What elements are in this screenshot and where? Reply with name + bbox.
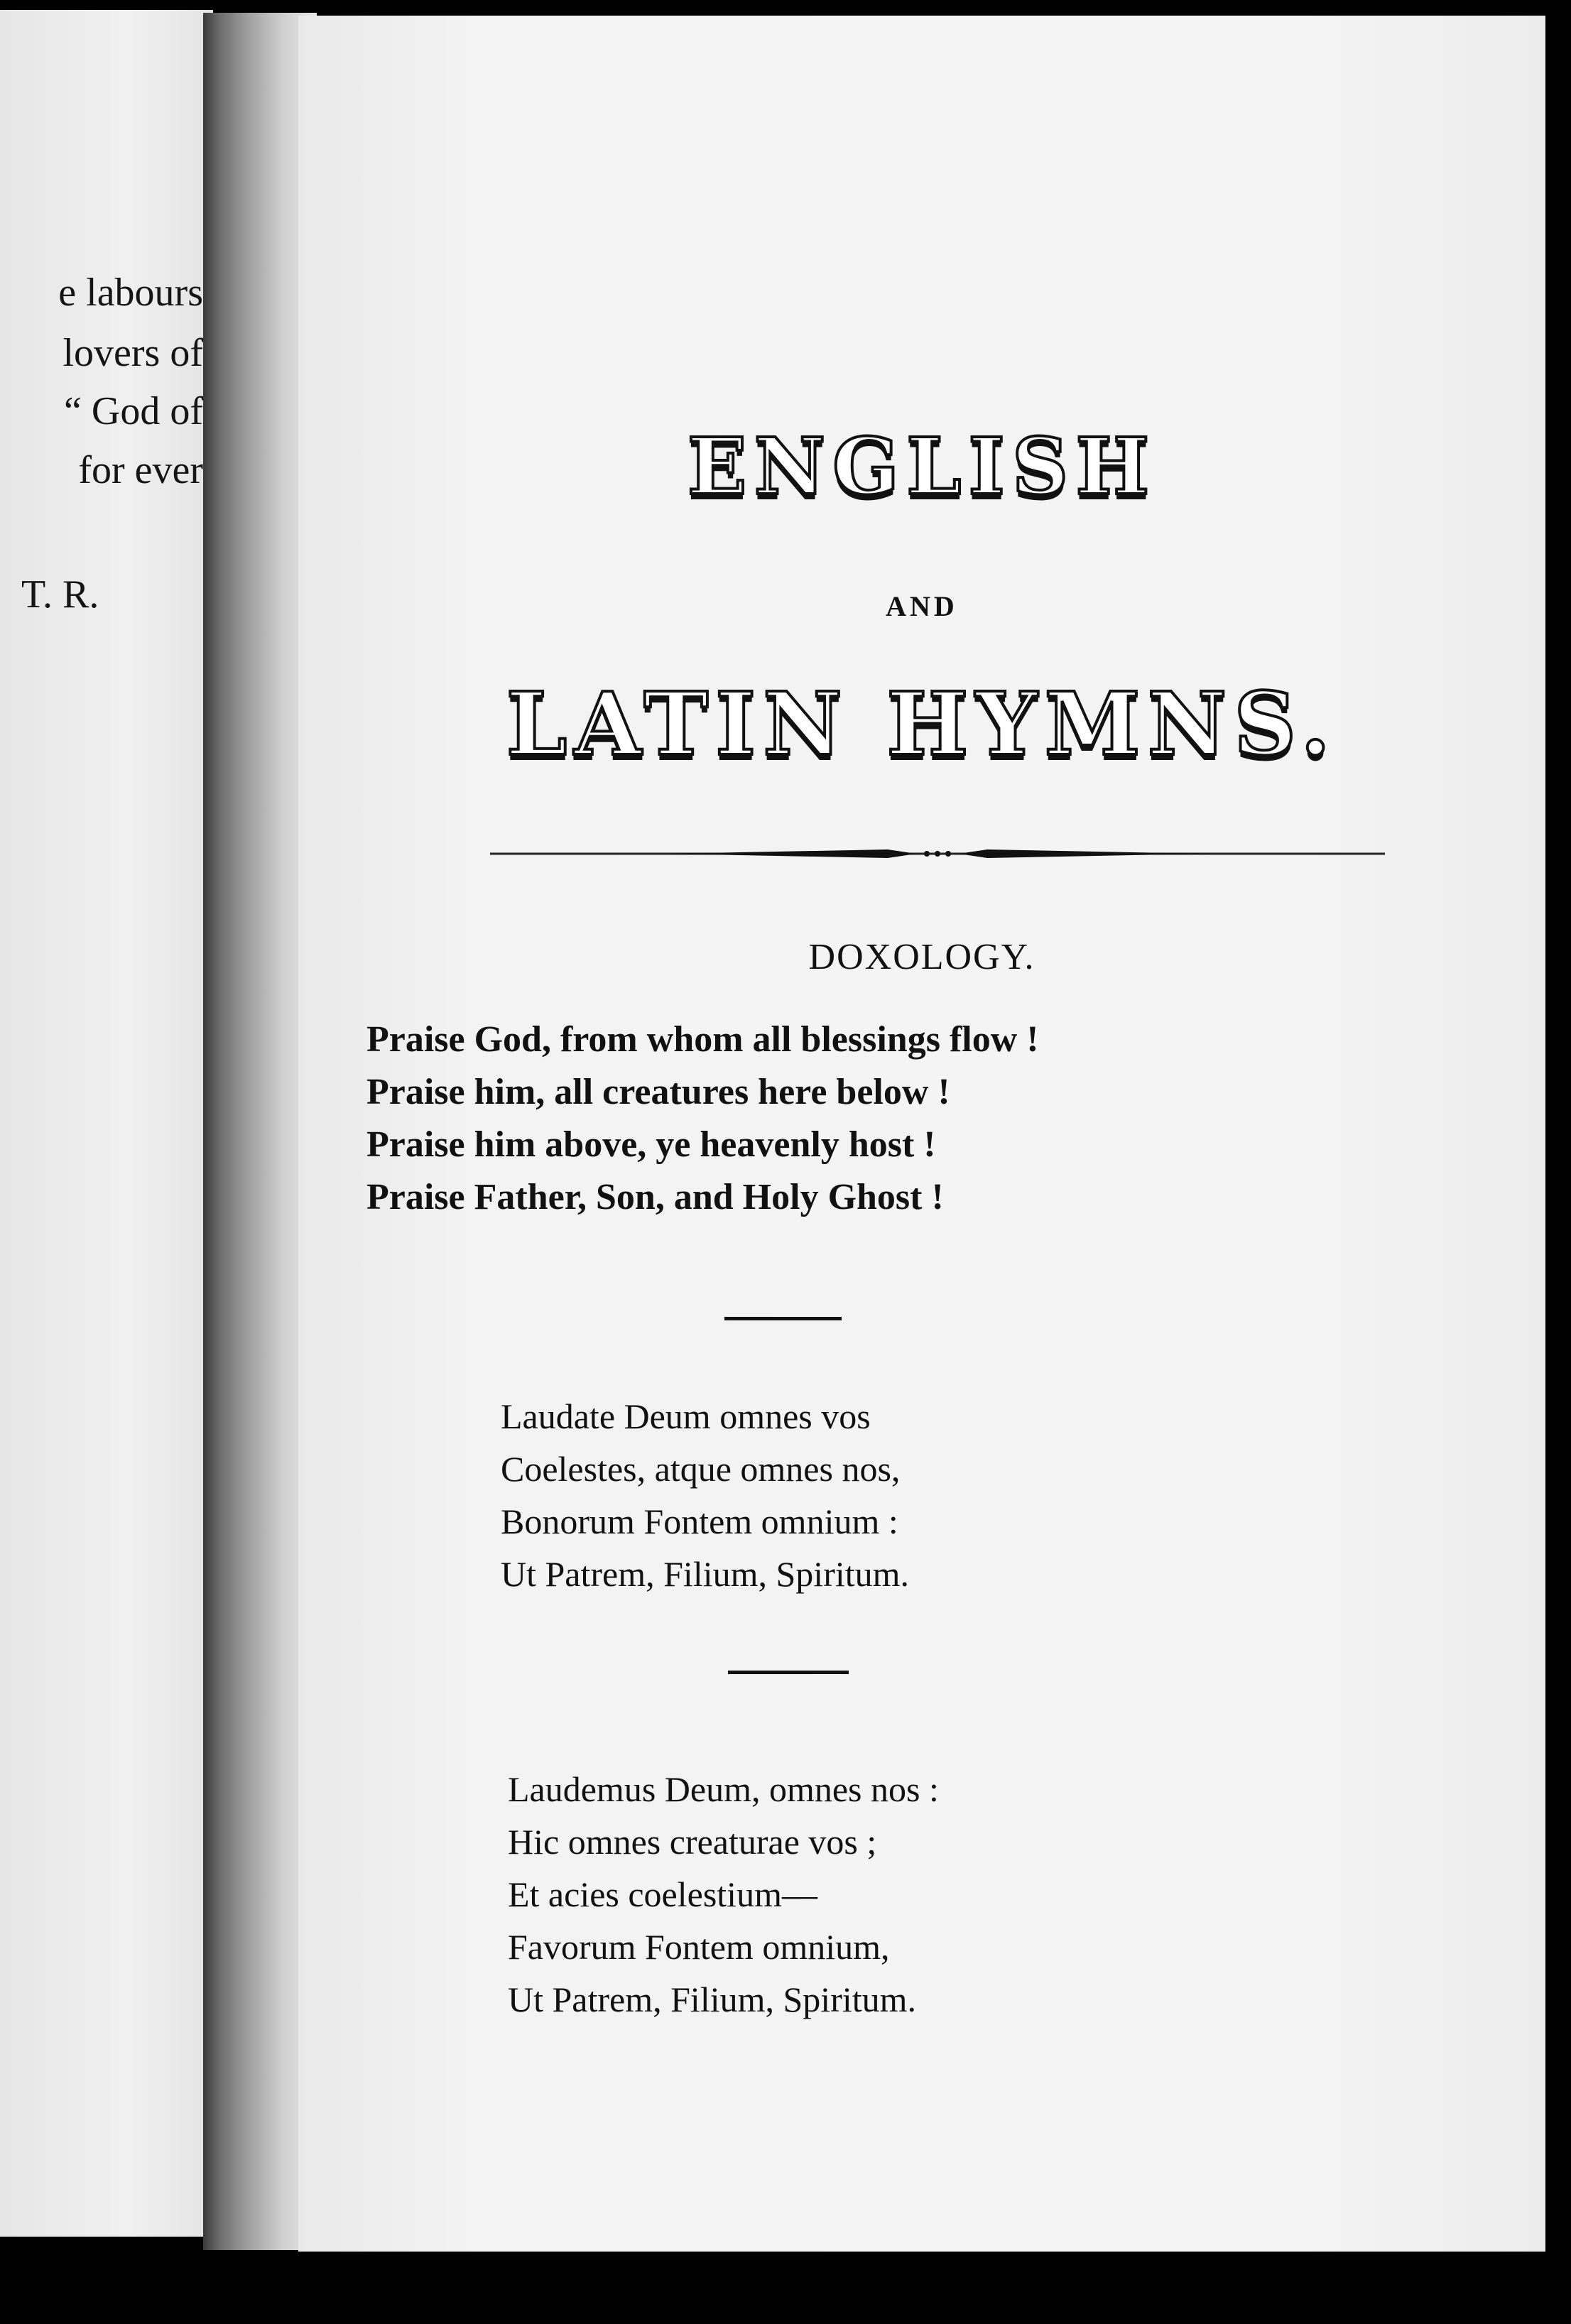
title-line-latin-hymns: LATIN HYMNS. — [506, 673, 1338, 775]
left-facing-page — [0, 10, 213, 2237]
latin-doxology-verse-2 — [508, 1763, 939, 2026]
left-page-line: lovers of — [62, 331, 203, 375]
left-page-signature: T. R. — [21, 572, 99, 617]
verse-line: Praise him above, ye heavenly host ! — [366, 1124, 936, 1165]
verse-line: Ut Patrem, Filium, Spiritum. — [508, 1980, 917, 2019]
left-page-line: e labours — [58, 271, 203, 315]
english-doxology-verse — [366, 1014, 1039, 1224]
verse-line: Hic omnes creaturae vos ; — [508, 1822, 877, 1862]
verse-line: Praise God, from whom all blessings flow ! — [366, 1019, 1039, 1060]
verse-line: Praise Father, Son, and Holy Ghost ! — [366, 1177, 944, 1217]
latin-doxology-verse-1 — [501, 1390, 909, 1600]
verse-line: Favorum Fontem omnium, — [508, 1927, 890, 1967]
section-rule — [724, 1317, 842, 1320]
verse-line: Coelestes, atque omnes nos, — [501, 1449, 901, 1489]
verse-line: Praise him, all creatures here below ! — [366, 1072, 950, 1112]
verse-line: Laudemus Deum, omnes nos : — [508, 1769, 939, 1809]
verse-line: Bonorum Fontem omnium : — [501, 1502, 898, 1541]
section-rule — [728, 1671, 849, 1674]
left-page-line: “ God of — [64, 389, 203, 433]
title-page — [298, 16, 1545, 2252]
verse-line: Laudate Deum omnes vos — [501, 1396, 871, 1436]
verse-line: Ut Patrem, Filium, Spiritum. — [501, 1554, 910, 1594]
left-page-line: for ever — [78, 448, 203, 492]
title-conjunction: AND — [886, 590, 958, 622]
title-line-english: ENGLISH — [687, 420, 1157, 512]
doxology-heading: DOXOLOGY. — [808, 937, 1035, 977]
ornamental-rule — [490, 840, 1385, 868]
verse-line: Et acies coelestium— — [508, 1874, 817, 1914]
